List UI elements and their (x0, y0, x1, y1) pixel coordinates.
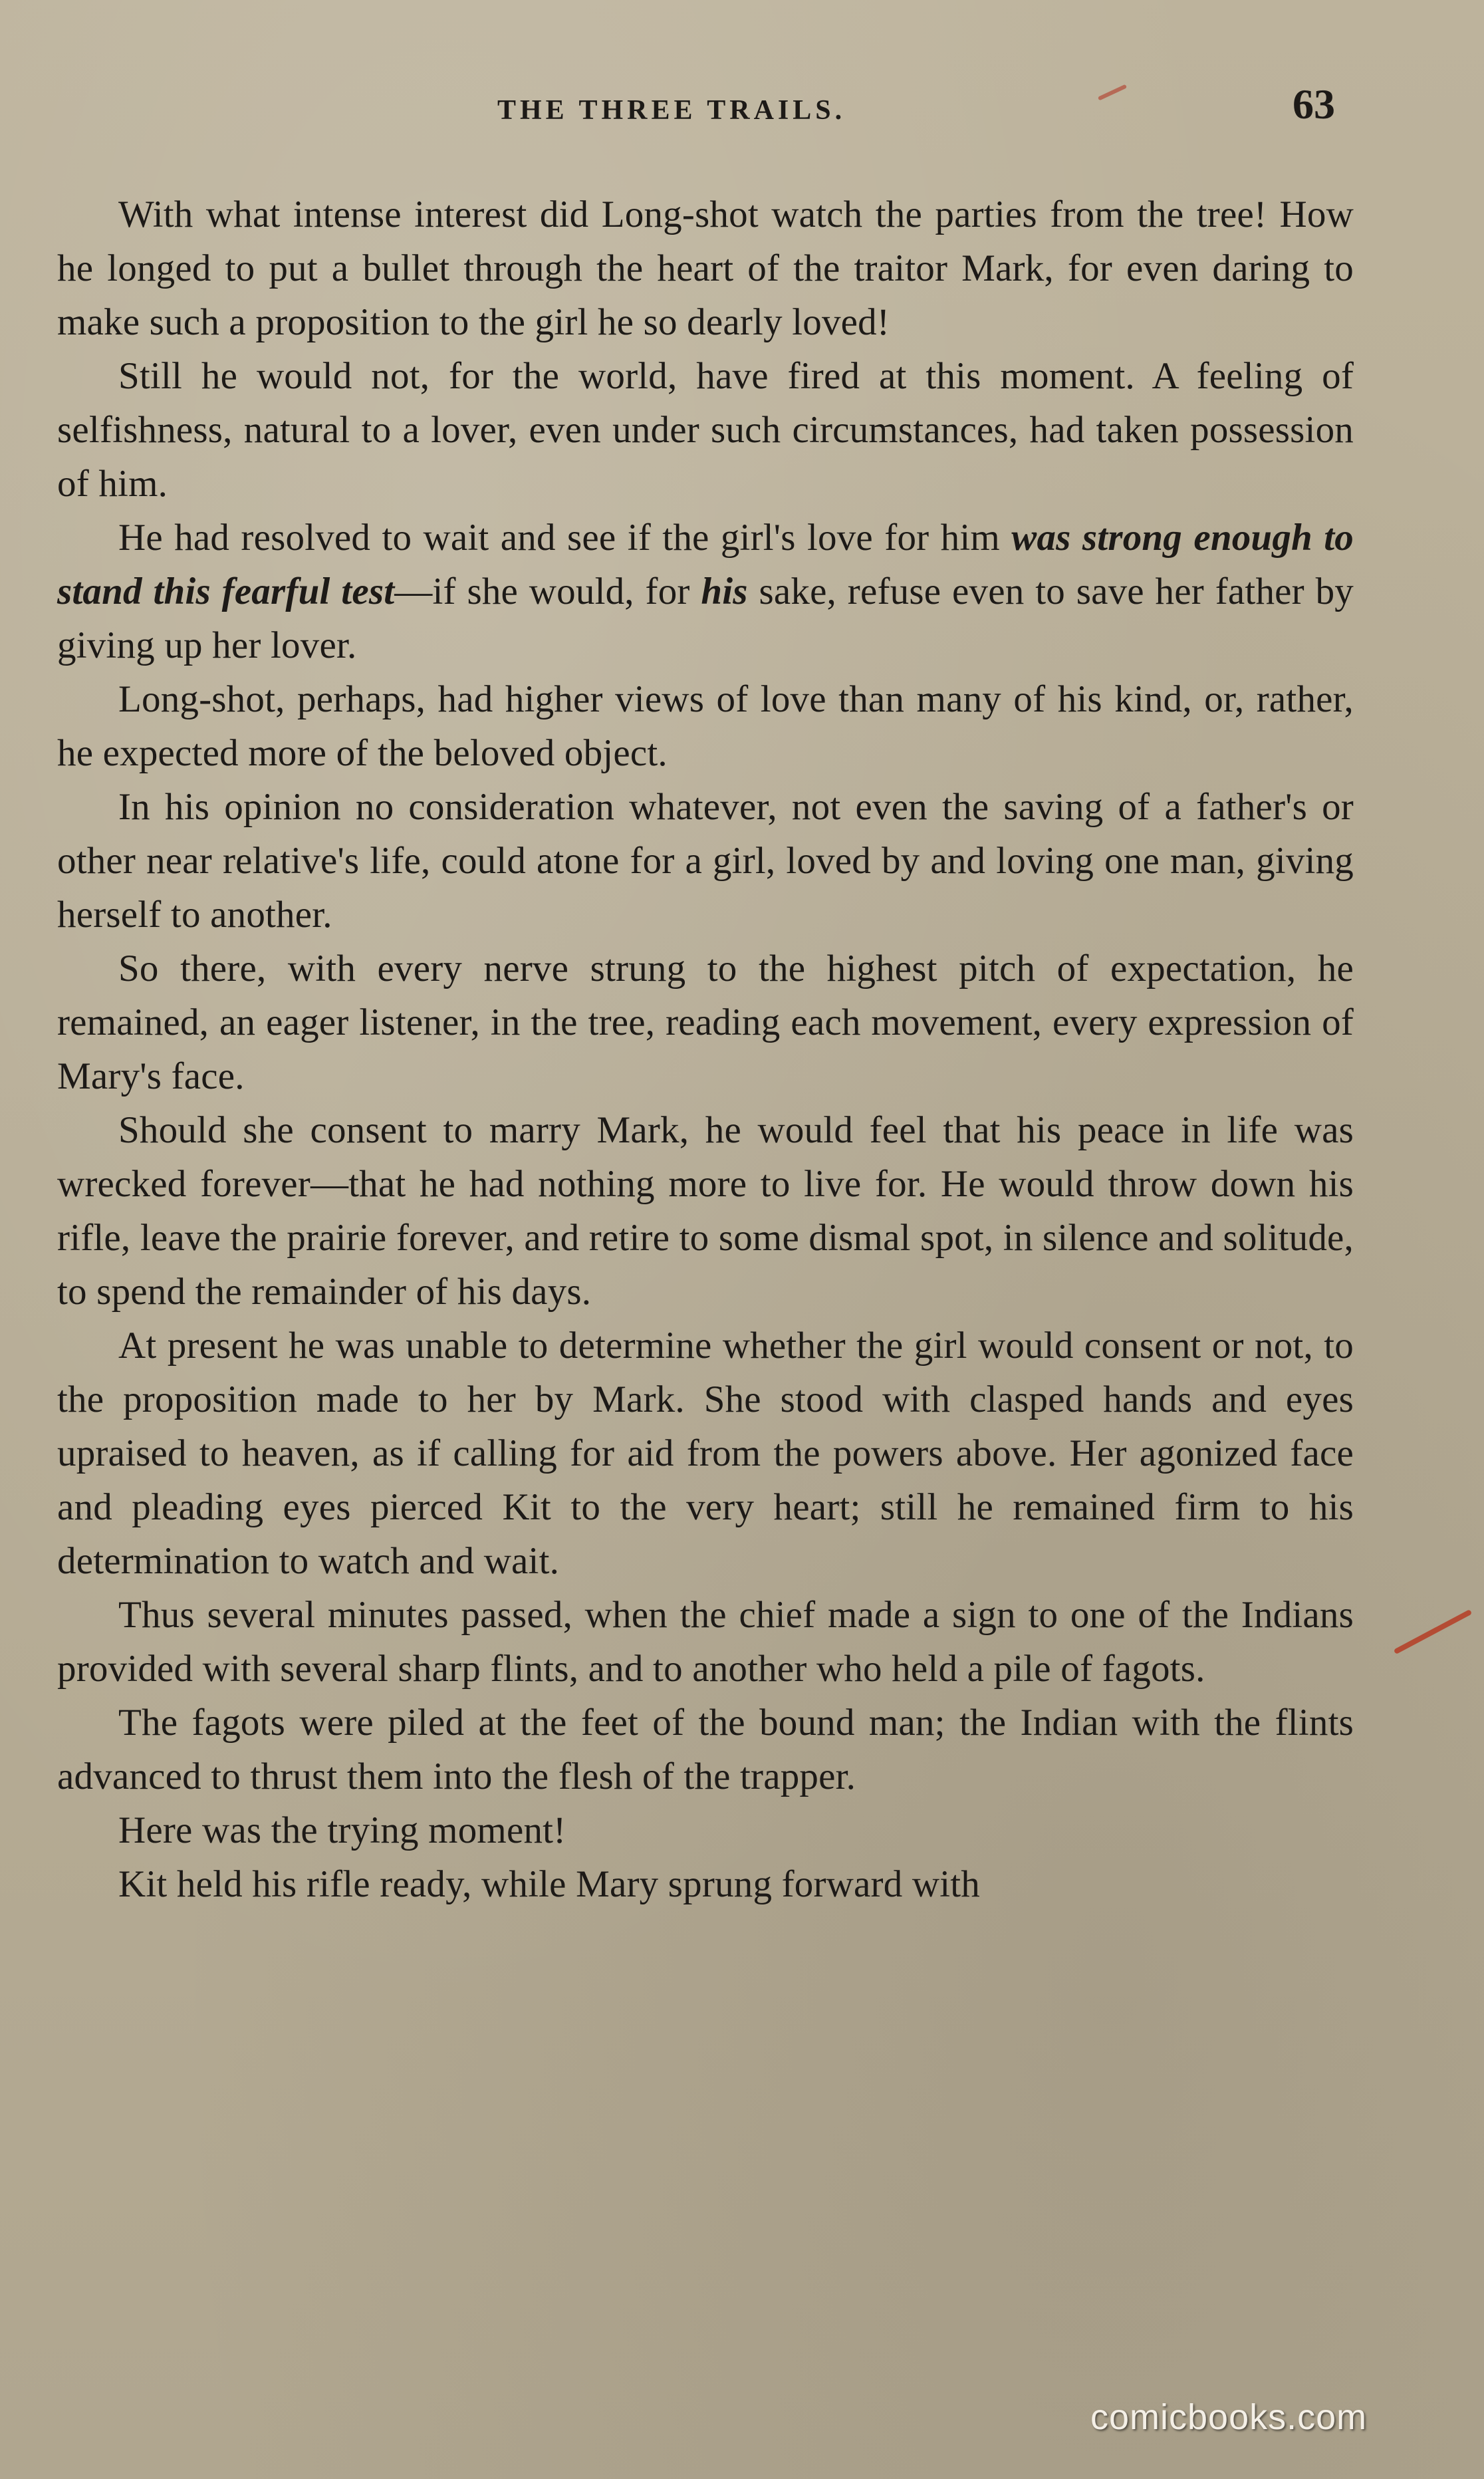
page-header (0, 80, 1484, 140)
paragraph (57, 1696, 1354, 1803)
text-run: He had resolved to wait and see if the girl's love for him (118, 517, 1012, 559)
text-run: Kit held his rifle ready, while Mary sprung forward with (118, 1863, 981, 1905)
text-run: —if she would, for (394, 571, 701, 612)
paragraph (57, 1857, 1354, 1911)
paragraph (57, 1803, 1354, 1857)
paragraph (57, 780, 1354, 942)
running-head: THE THREE TRAILS. (497, 95, 846, 126)
text-run: So there, with every nerve strung to the highest pitch of expectation, he remained, an eager listener, in the tree, reading each movement, every expression of Mary's face. (57, 948, 1354, 1097)
text-run: The fagots were piled at the feet of the bound man; the Indian with the flints advanced to thrust them into the flesh of the trapper. (57, 1702, 1354, 1797)
paragraph (57, 942, 1354, 1103)
text-run: Here was the trying moment! (118, 1809, 566, 1851)
italic-text: was strong enough to stand this fearful test (57, 517, 1354, 612)
text-run: Long-shot, perhaps, had higher views of love than many of his kind, or, rather, he expected more of the beloved object. (57, 678, 1354, 774)
body-text (57, 188, 1354, 1911)
watermark: comicbooks.com (1090, 2397, 1368, 2437)
text-run: With what intense interest did Long-shot watch the parties from the tree! How he longed to put a bullet through the heart of the traitor Mark, for even daring to make such a proposition to the girl he so dearly loved! (57, 194, 1354, 343)
page-number: 63 (1293, 80, 1335, 128)
paragraph (57, 1103, 1354, 1319)
paragraph (57, 1319, 1354, 1588)
text-run: In his opinion no consideration whatever, not even the saving of a father's or other near relative's life, could atone for a girl, loved by and loving one man, giving herself to another. (57, 786, 1354, 936)
paragraph (57, 349, 1354, 511)
red-ink-mark (1394, 1609, 1473, 1654)
paragraph (57, 188, 1354, 349)
text-run: sake, refuse even to save her father by giving up her lover. (57, 571, 1354, 666)
italic-text: his (701, 571, 748, 612)
paragraph (57, 672, 1354, 780)
text-run: Thus several minutes passed, when the chief made a sign to one of the Indians provided with several sharp flints, and to another who held a pile of fagots. (57, 1594, 1354, 1690)
text-run: Should she consent to marry Mark, he would feel that his peace in life was wrecked forever—that he had nothing more to live for. He would throw down his rifle, leave the prairie forever, and retire to some dismal spot, in silence and solitude, to spend the remainder of his days. (57, 1109, 1354, 1313)
text-run: Still he would not, for the world, have fired at this moment. A feeling of selfishness, natural to a lover, even under such circumstances, had taken possession of him. (57, 355, 1354, 505)
paragraph (57, 1588, 1354, 1696)
text-run: At present he was unable to determine whether the girl would consent or not, to the proposition made to her by Mark. She stood with clasped hands and eyes upraised to heaven, as if calling for aid from the powers above. Her agonized face and pleading eyes pierced Kit to the very heart; still he remained firm to his determination to watch and wait. (57, 1325, 1354, 1582)
paragraph (57, 511, 1354, 672)
